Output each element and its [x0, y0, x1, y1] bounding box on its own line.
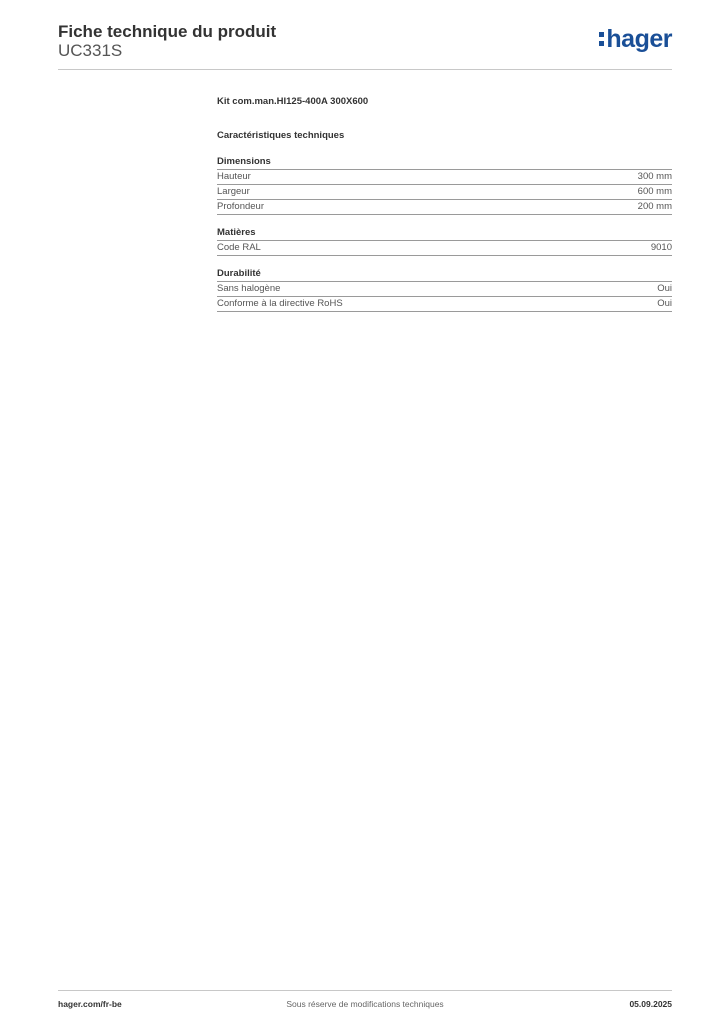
footer-disclaimer: Sous réserve de modifications techniques	[286, 999, 444, 1009]
spec-sheet-content	[217, 95, 672, 312]
spec-group-title: Durabilité	[217, 267, 672, 282]
spec-label: Largeur	[217, 186, 250, 197]
spec-row	[217, 241, 672, 256]
footer-date: 05.09.2025	[629, 999, 672, 1009]
spec-row	[217, 200, 672, 215]
spec-group-title: Dimensions	[217, 155, 672, 170]
spec-label: Conforme à la directive RoHS	[217, 298, 343, 309]
hager-logo	[599, 24, 672, 54]
spec-label: Hauteur	[217, 171, 251, 182]
spec-group-dimensions	[217, 155, 672, 215]
spec-label: Code RAL	[217, 242, 261, 253]
spec-group-materials	[217, 226, 672, 256]
page-header	[58, 20, 672, 70]
footer-website: hager.com/fr-be	[58, 999, 122, 1009]
product-name: Kit com.man.HI125-400A 300X600	[217, 96, 369, 107]
spec-value: 200 mm	[637, 201, 672, 212]
spec-group-durability	[217, 267, 672, 312]
spec-value: Oui	[657, 298, 672, 309]
spec-value: 300 mm	[637, 171, 672, 182]
spec-row	[217, 170, 672, 185]
spec-row	[217, 297, 672, 312]
page-footer	[58, 990, 672, 1015]
spec-value: 9010	[650, 242, 672, 253]
spec-value: Oui	[657, 283, 672, 294]
specs-heading: Caractéristiques techniques	[217, 130, 345, 141]
spec-row	[217, 185, 672, 200]
logo-wordmark: hager	[606, 24, 672, 53]
product-reference: UC331S	[58, 41, 123, 60]
logo-colon-icon	[599, 27, 604, 51]
spec-label: Sans halogène	[217, 283, 281, 294]
document-title: Fiche technique du produit	[58, 22, 277, 41]
spec-row	[217, 282, 672, 297]
spec-label: Profondeur	[217, 201, 265, 212]
spec-value: 600 mm	[637, 186, 672, 197]
spec-group-title: Matières	[217, 226, 672, 241]
